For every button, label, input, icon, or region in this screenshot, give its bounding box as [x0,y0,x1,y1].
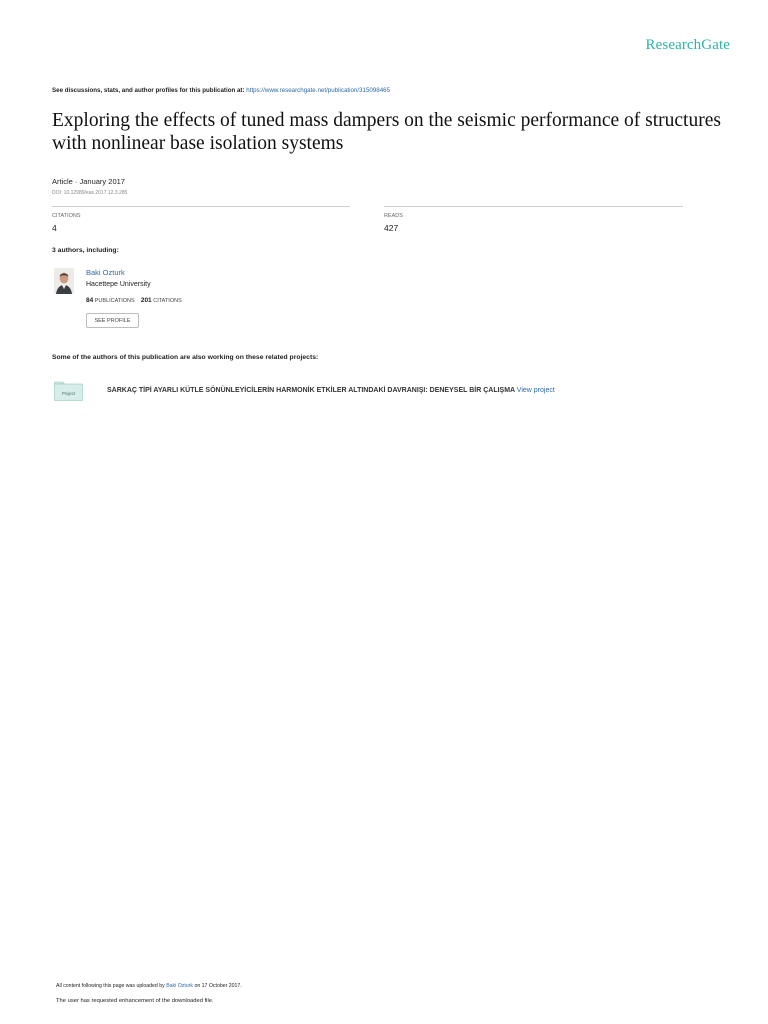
reads-divider [384,206,683,207]
author-stats [86,297,182,304]
discussion-line [52,87,390,94]
reads-count: 427 [384,223,399,233]
project-icon-label: Project [61,391,76,396]
citations-count: 4 [52,223,57,233]
project-folder-icon[interactable] [54,381,83,401]
folder-icon [54,381,83,401]
author-publications-count: 84 [86,297,94,304]
upload-suffix: on 17 October 2017. [194,983,242,989]
enhancement-note: The user has requested enhancement of the downloaded file. [56,998,214,1004]
author-name[interactable]: Baki Ozturk [86,268,125,277]
citations-divider [52,206,350,207]
article-doi: DOI: 10.12989/eas.2017.12.3.285 [52,190,128,196]
discussion-text: See discussions, stats, and author profiles for this publication at: [52,87,245,94]
related-projects-heading: Some of the authors of this publication are also working on these related projects: [52,354,319,361]
person-photo-icon [54,268,74,294]
researchgate-logo[interactable]: ResearchGate [645,37,730,53]
article-type-date: Article · January 2017 [52,177,125,186]
author-publications-label: PUBLICATIONS [94,298,135,304]
citations-label: CITATIONS [52,213,81,219]
upload-note [56,983,242,989]
see-profile-button[interactable]: SEE PROFILE [86,313,139,328]
upload-prefix: All content following this page was uploaded by [56,983,165,989]
author-avatar[interactable] [54,268,74,294]
author-citations-count: 201 [140,297,152,304]
reads-label: READS [384,213,403,219]
author-citations-label: CITATIONS [153,298,182,304]
author-institution: Hacettepe University [86,281,151,288]
authors-heading: 3 authors, including: [52,247,119,254]
project-item [107,387,555,394]
publication-link[interactable]: https://www.researchgate.net/publication/315098465 [246,87,391,94]
view-project-link[interactable]: View project [516,387,555,394]
uploader-link[interactable]: Baki Ozturk [166,983,193,989]
article-title: Exploring the effects of tuned mass dampers on the seismic performance of structures with nonlinear base isolation systems [52,110,721,154]
project-title: SARKAÇ TİPİ AYARLI KÜTLE SÖNÜNLEYİCİLERİN HARMONİK ETKİLER ALTINDAKİ DAVRANIŞI: DENEYSEL BİR ÇALIŞMA [107,387,515,394]
